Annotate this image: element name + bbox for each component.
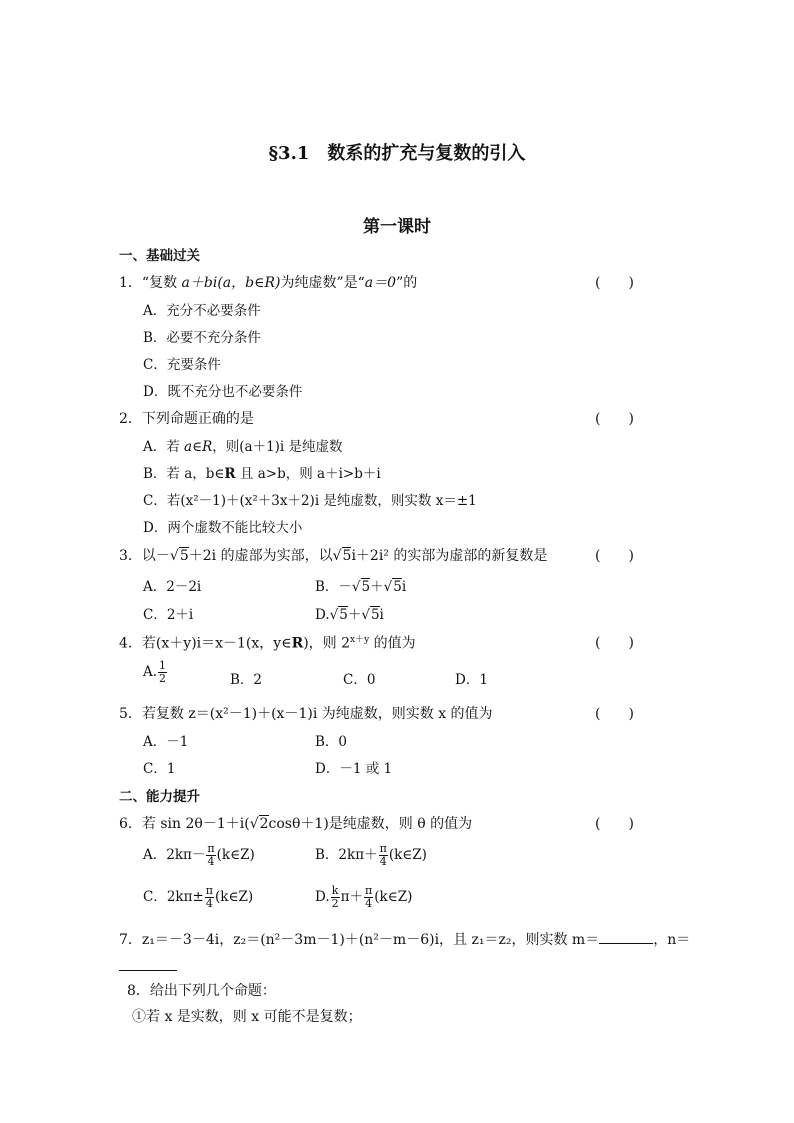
option-text: A. (143, 664, 158, 680)
option-text: (k∈Z) (374, 889, 413, 905)
question-text: 下列命题正确的是 (141, 411, 254, 427)
section-heading-basic: 一、基础过关 (119, 248, 200, 264)
option-text: B．若 a，b∈ (143, 466, 225, 482)
question-text: 若复数 z＝(x²－1)＋(x－1)i 为纯虚数，则实数 x 的值为 (141, 706, 493, 722)
answer-bracket: ( ) (595, 411, 634, 427)
sqrt-radicand: 5 (342, 548, 352, 564)
denominator: 4 (365, 897, 373, 910)
option-text: (k∈Z) (388, 847, 427, 863)
option-c: C．1 (143, 761, 176, 777)
option-text: B．－ (315, 579, 352, 595)
fraction (158, 660, 167, 685)
plus-sign: ＋ (370, 579, 384, 595)
option-a (143, 435, 343, 455)
answer-bracket: ( ) (595, 275, 634, 291)
option-text: ，则(a＋1)i 是纯虚数 (212, 439, 343, 455)
answer-bracket: ( ) (595, 816, 634, 832)
option-d: D．－1 或 1 (315, 761, 393, 777)
option-c: C．2＋i (143, 607, 194, 623)
option-d (315, 885, 412, 910)
real-set-symbol: R (291, 635, 304, 652)
option-b: B．必要不充分条件 (143, 330, 261, 346)
question-text: 为纯虚数”是“ (280, 275, 365, 291)
option-text: A．2kπ－ (143, 847, 206, 863)
option-text: D. (315, 889, 330, 905)
option-a: A．－1 (143, 734, 189, 750)
question-6: 6．若 sin 2θ－1＋i(√2cosθ＋1)是纯虚数，则 θ 的值为 (119, 816, 473, 832)
answer-bracket: ( ) (595, 706, 634, 722)
question-number: 6． (119, 816, 142, 832)
question-text: 若 sin 2θ－1＋i( (141, 816, 250, 832)
question-number: 1． (119, 275, 142, 291)
question-text: 的值为 (369, 635, 416, 652)
option-c (143, 885, 253, 910)
fraction (206, 843, 215, 868)
fraction (331, 885, 340, 910)
question-text: ＋2i 的虚部为实部，以 (188, 548, 333, 564)
math-expression: a＝0 (364, 275, 397, 291)
option-a (143, 660, 168, 685)
question-number: 7． (119, 932, 142, 948)
answer-bracket: ( ) (595, 548, 634, 564)
option-b: B．0 (315, 734, 348, 750)
option-text: B．2kπ＋ (315, 847, 378, 863)
option-text: π＋ (340, 889, 364, 905)
sqrt-radicand: 2 (259, 816, 269, 832)
question-number: 5． (119, 706, 142, 722)
question-number: 4． (119, 635, 142, 652)
option-text: (k∈Z) (216, 847, 255, 863)
fraction (379, 843, 388, 868)
option-b (315, 843, 427, 868)
question-text: “复数 (141, 275, 182, 291)
answer-bracket: ( ) (595, 635, 634, 651)
option-c: C．若(x²－1)＋(x²＋3x＋2)i 是纯虚数，则实数 x＝±1 (143, 493, 477, 509)
question-3: 3．以－√5＋2i 的虚部为实部，以√5i＋2i² 的实部为虚部的新复数是 (119, 548, 548, 564)
section-heading-advanced: 二、能力提升 (119, 789, 200, 805)
math-expression: a∈R (184, 439, 213, 455)
denominator: 4 (207, 855, 215, 868)
question-1 (119, 272, 417, 292)
option-a: A．充分不必要条件 (143, 303, 261, 319)
numerator: π (207, 842, 215, 855)
sqrt-radicand: 5 (361, 579, 371, 595)
question-text: 以－ (141, 548, 170, 564)
sqrt-radicand: 5 (370, 607, 380, 623)
option-text: A．若 (143, 439, 185, 455)
sqrt-radicand: 5 (339, 607, 348, 623)
numerator: π (205, 884, 214, 897)
question-text: 给出下列几个命题： (149, 983, 276, 999)
question-number: 8． (127, 983, 150, 999)
answer-blank-m[interactable] (599, 931, 653, 944)
sqrt-radicand: 5 (393, 579, 402, 595)
option-d: D．1 (455, 672, 488, 688)
page-title: §3.1 数系的扩充与复数的引入 (268, 143, 526, 164)
option-text: (k∈Z) (215, 889, 254, 905)
option-a: A．2－2i (143, 579, 202, 595)
question-number: 3． (119, 548, 142, 564)
question-text: )，则 2 (303, 635, 351, 652)
question-text: cosθ＋1)是纯虚数，则 θ 的值为 (268, 816, 473, 832)
numerator: k (331, 884, 339, 897)
option-b (143, 462, 381, 482)
question-5 (119, 703, 493, 723)
question-2 (119, 408, 254, 428)
question-text: ，n＝ (653, 932, 691, 948)
question-text: z₁＝－3－4i，z₂＝(n²－3m－1)＋(n²－m－6)i，且 z₁＝z₂，则实数 m＝ (141, 932, 600, 948)
option-d: D．两个虚数不能比较大小 (143, 520, 303, 536)
option-text: C．2kπ± (143, 889, 204, 905)
option-c: C．0 (343, 672, 376, 688)
question-8 (127, 980, 276, 1000)
plus-sign: ＋ (347, 607, 362, 623)
exponent: x＋y (350, 635, 370, 645)
sqrt-radicand: 5 (179, 548, 189, 564)
option-c: C．充要条件 (143, 357, 221, 373)
option-d: D.√5＋√5i (315, 607, 384, 623)
option-b: B．2 (230, 672, 263, 688)
denominator: 2 (159, 672, 167, 685)
numerator: π (365, 884, 373, 897)
question-4 (119, 632, 416, 653)
question-text: ”的 (396, 275, 418, 291)
fraction (364, 885, 373, 910)
option-text: 且 a>b，则 a＋i>b＋i (235, 466, 381, 482)
denominator: 2 (331, 897, 339, 910)
question-text: i＋2i² 的实部为虚部的新复数是 (351, 548, 548, 564)
option-d: D．既不充分也不必要条件 (143, 384, 303, 400)
option-a (143, 843, 255, 868)
numerator: π (379, 842, 387, 855)
denominator: 4 (379, 855, 387, 868)
page-subtitle: 第一课时 (363, 217, 431, 237)
real-set-symbol: R (224, 466, 236, 482)
numerator: 1 (159, 659, 167, 672)
denominator: 4 (205, 897, 213, 910)
answer-blank-n[interactable] (119, 956, 177, 975)
math-expression: a＋bi(a，b∈R) (181, 275, 281, 291)
option-text: D. (315, 607, 330, 623)
statement-1: ①若 x 是实数，则 x 可能不是复数； (132, 1009, 362, 1025)
question-number: 2． (119, 411, 142, 427)
question-text: 若(x＋y)i＝x－1(x，y∈ (141, 635, 292, 652)
fraction (205, 885, 214, 910)
question-7 (119, 929, 690, 949)
option-b: B．－√5＋√5i (315, 579, 407, 595)
